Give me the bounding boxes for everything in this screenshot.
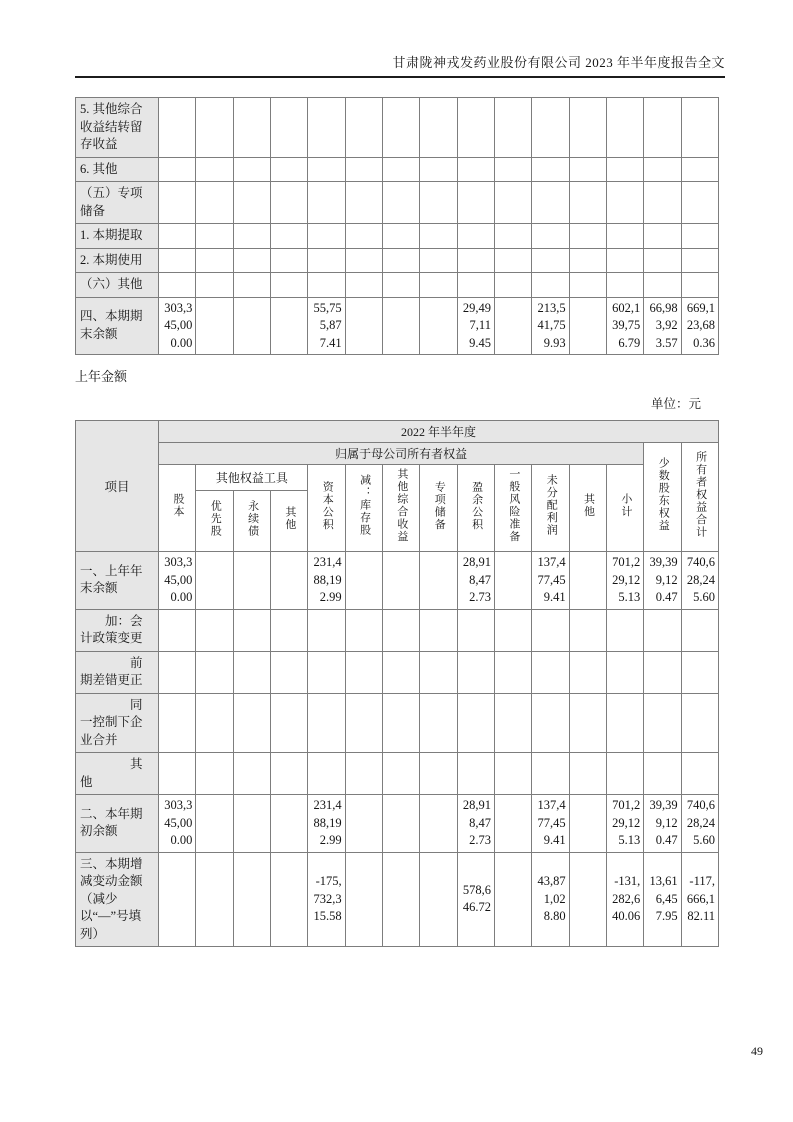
amount-cell — [196, 98, 233, 158]
col-head-total-equity-label: 所有者权益合计 — [694, 450, 707, 539]
amount-cell — [532, 753, 569, 795]
prior-year-equity-table — [75, 420, 719, 947]
unit-caption: 单位：元 — [650, 397, 701, 411]
amount-cell — [159, 852, 196, 947]
amount-cell — [345, 609, 382, 651]
amount-cell — [196, 852, 233, 947]
amount-cell: 602,139,756.79 — [606, 297, 643, 355]
row-label: 1. 本期提取 — [76, 224, 159, 249]
col-head-other-comprehensive-income — [382, 465, 419, 552]
amount-cell — [159, 273, 196, 298]
amount-cell — [644, 182, 681, 224]
row-label: （五）专项储备 — [76, 182, 159, 224]
amount-cell — [532, 224, 569, 249]
table-row — [76, 98, 719, 158]
amount-cell — [196, 552, 233, 610]
amount-cell — [681, 609, 718, 651]
amount-cell — [270, 552, 307, 610]
amount-cell — [159, 693, 196, 753]
col-head-general-risk-label: 一般风险准备 — [507, 468, 520, 543]
amount-cell — [196, 182, 233, 224]
bottom-table-body — [76, 552, 719, 947]
amount-cell — [420, 157, 457, 182]
amount-cell — [382, 795, 419, 853]
amount-cell — [606, 224, 643, 249]
amount-cell — [196, 795, 233, 853]
amount-cell — [382, 609, 419, 651]
col-head-preferred-shares-label: 优先股 — [209, 499, 222, 538]
table-row — [76, 693, 719, 753]
amount-cell — [382, 297, 419, 355]
amount-cell — [159, 651, 196, 693]
amount-cell — [345, 693, 382, 753]
amount-cell: 28,918,472.73 — [457, 795, 494, 853]
amount-cell — [159, 753, 196, 795]
amount-cell — [457, 753, 494, 795]
amount-cell — [308, 98, 345, 158]
amount-cell — [606, 651, 643, 693]
amount-cell — [345, 552, 382, 610]
amount-cell — [644, 651, 681, 693]
col-head-general-risk-reserve — [494, 465, 531, 552]
amount-cell — [681, 157, 718, 182]
amount-cell: 669,123,680.36 — [681, 297, 718, 355]
header-row-parent-group — [76, 443, 719, 465]
amount-cell — [532, 273, 569, 298]
amount-cell — [681, 693, 718, 753]
amount-cell: -117,666,182.11 — [681, 852, 718, 947]
page-number: 49 — [751, 1044, 763, 1058]
amount-cell — [308, 157, 345, 182]
amount-cell — [270, 273, 307, 298]
amount-cell — [270, 157, 307, 182]
amount-cell — [233, 651, 270, 693]
row-label: 其他 — [76, 753, 159, 795]
amount-cell — [270, 248, 307, 273]
table-row — [76, 753, 719, 795]
amount-cell: 231,488,192.99 — [308, 795, 345, 853]
amount-cell — [532, 651, 569, 693]
col-head-capital-reserve — [308, 465, 345, 552]
amount-cell — [382, 552, 419, 610]
table-row — [76, 852, 719, 947]
table-row — [76, 224, 719, 249]
amount-cell — [569, 693, 606, 753]
amount-cell — [569, 651, 606, 693]
col-head-perpetual-bonds-label: 永续债 — [246, 499, 259, 538]
col-head-treasury-shares-label: 减：库存股 — [358, 474, 371, 537]
amount-cell — [233, 157, 270, 182]
col-head-surplus-reserve — [457, 465, 494, 552]
amount-cell — [233, 609, 270, 651]
amount-cell — [270, 651, 307, 693]
amount-cell — [233, 224, 270, 249]
col-head-special-reserve — [420, 465, 457, 552]
amount-cell — [382, 693, 419, 753]
col-head-total-equity — [681, 443, 718, 552]
amount-cell — [382, 273, 419, 298]
amount-cell — [345, 852, 382, 947]
col-head-perpetual-bonds — [233, 491, 270, 552]
amount-cell — [308, 248, 345, 273]
col-head-retained-earnings-label: 未分配利润 — [545, 474, 558, 537]
amount-cell — [606, 248, 643, 273]
amount-cell — [644, 693, 681, 753]
amount-cell: 13,616,457.95 — [644, 852, 681, 947]
col-head-share-capital-label: 股本 — [171, 493, 184, 518]
amount-cell — [382, 248, 419, 273]
amount-cell — [270, 852, 307, 947]
amount-cell — [196, 248, 233, 273]
amount-cell — [606, 182, 643, 224]
amount-cell — [233, 693, 270, 753]
row-label: （六）其他 — [76, 273, 159, 298]
amount-cell — [644, 273, 681, 298]
amount-cell — [681, 273, 718, 298]
col-head-subtotal-label: 小计 — [619, 493, 632, 518]
amount-cell — [345, 224, 382, 249]
amount-cell: 28,918,472.73 — [457, 552, 494, 610]
amount-cell — [644, 609, 681, 651]
amount-cell — [420, 651, 457, 693]
amount-cell — [345, 157, 382, 182]
amount-cell — [382, 224, 419, 249]
top-table-body — [76, 98, 719, 355]
amount-cell: 740,628,245.60 — [681, 795, 718, 853]
amount-cell — [196, 693, 233, 753]
amount-cell — [159, 248, 196, 273]
amount-cell: 578,646.72 — [457, 852, 494, 947]
amount-cell — [644, 98, 681, 158]
amount-cell — [233, 273, 270, 298]
amount-cell — [606, 609, 643, 651]
amount-cell — [494, 795, 531, 853]
col-head-minority-interest — [644, 443, 681, 552]
amount-cell — [270, 753, 307, 795]
amount-cell — [308, 753, 345, 795]
amount-cell — [233, 182, 270, 224]
row-label: 同一控制下企业合并 — [76, 693, 159, 753]
row-label: 加：会计政策变更 — [76, 609, 159, 651]
col-head-minority-interest-label: 少数股东权益 — [657, 457, 670, 532]
amount-cell: -131,282,640.06 — [606, 852, 643, 947]
amount-cell — [196, 273, 233, 298]
amount-cell — [569, 795, 606, 853]
amount-cell — [420, 753, 457, 795]
col-head-preferred-shares — [196, 491, 233, 552]
amount-cell: 137,477,459.41 — [532, 552, 569, 610]
amount-cell — [382, 753, 419, 795]
amount-cell: 43,871,028.80 — [532, 852, 569, 947]
amount-cell — [196, 651, 233, 693]
amount-cell — [457, 693, 494, 753]
amount-cell: 303,345,000.00 — [159, 795, 196, 853]
amount-cell — [457, 98, 494, 158]
amount-cell: 701,229,125.13 — [606, 795, 643, 853]
row-label: 三、本期增减变动金额（减少以“—”号填列） — [76, 852, 159, 947]
amount-cell — [532, 693, 569, 753]
col-head-subtotal — [606, 465, 643, 552]
amount-cell — [644, 753, 681, 795]
amount-cell — [532, 157, 569, 182]
amount-cell: 213,541,759.93 — [532, 297, 569, 355]
amount-cell — [569, 753, 606, 795]
amount-cell — [270, 795, 307, 853]
amount-cell — [457, 182, 494, 224]
col-head-oci-label: 其他综合收益 — [395, 468, 408, 543]
col-head-special-reserve-label: 专项储备 — [433, 480, 446, 531]
col-head-share-capital — [159, 465, 196, 552]
amount-cell: -175,732,315.58 — [308, 852, 345, 947]
amount-cell — [606, 693, 643, 753]
amount-cell — [606, 753, 643, 795]
amount-cell — [494, 248, 531, 273]
amount-cell — [196, 224, 233, 249]
amount-cell — [270, 297, 307, 355]
table-row — [76, 182, 719, 224]
table-row — [76, 273, 719, 298]
amount-cell — [569, 852, 606, 947]
amount-cell — [569, 224, 606, 249]
row-label: 5. 其他综合收益结转留存收益 — [76, 98, 159, 158]
amount-cell — [681, 651, 718, 693]
amount-cell — [681, 98, 718, 158]
amount-cell — [457, 224, 494, 249]
col-head-tools-other — [270, 491, 307, 552]
table-row — [76, 609, 719, 651]
row-label: 6. 其他 — [76, 157, 159, 182]
amount-cell — [196, 753, 233, 795]
table-row — [76, 157, 719, 182]
row-label: 二、本年期初余额 — [76, 795, 159, 853]
amount-cell: 303,345,000.00 — [159, 552, 196, 610]
amount-cell — [532, 609, 569, 651]
amount-cell — [681, 182, 718, 224]
amount-cell — [644, 248, 681, 273]
amount-cell — [345, 273, 382, 298]
amount-cell — [159, 98, 196, 158]
amount-cell — [233, 297, 270, 355]
table-row — [76, 248, 719, 273]
col-head-surplus-reserve-label: 盈余公积 — [470, 480, 483, 531]
amount-cell — [159, 182, 196, 224]
amount-cell — [196, 297, 233, 355]
col-head-other-equity-tools: 其他权益工具 — [196, 465, 308, 491]
amount-cell — [233, 98, 270, 158]
col-head-period: 2022 年半年度 — [159, 421, 719, 443]
amount-cell — [494, 273, 531, 298]
amount-cell — [345, 753, 382, 795]
amount-cell — [569, 273, 606, 298]
amount-cell — [644, 224, 681, 249]
amount-cell — [233, 552, 270, 610]
amount-cell — [457, 651, 494, 693]
col-head-item: 项目 — [76, 421, 159, 552]
amount-cell — [159, 609, 196, 651]
col-head-tools-other-label: 其他 — [283, 506, 296, 532]
amount-cell: 66,983,923.57 — [644, 297, 681, 355]
page-header-title: 甘肃陇神戎发药业股份有限公司 2023 年半年度报告全文 — [75, 52, 725, 78]
amount-cell — [420, 248, 457, 273]
amount-cell — [494, 693, 531, 753]
amount-cell — [569, 182, 606, 224]
amount-cell — [345, 182, 382, 224]
amount-cell — [494, 651, 531, 693]
amount-cell — [494, 609, 531, 651]
amount-cell — [457, 157, 494, 182]
prior-year-table-header — [76, 421, 719, 552]
amount-cell — [270, 98, 307, 158]
amount-cell — [569, 248, 606, 273]
amount-cell — [606, 98, 643, 158]
amount-cell — [494, 182, 531, 224]
amount-cell — [606, 273, 643, 298]
amount-cell — [569, 609, 606, 651]
amount-cell: 231,488,192.99 — [308, 552, 345, 610]
prior-year-amount-caption: 上年金额 — [75, 369, 128, 384]
amount-cell — [345, 795, 382, 853]
amount-cell — [233, 753, 270, 795]
amount-cell — [196, 609, 233, 651]
amount-cell — [345, 297, 382, 355]
amount-cell — [270, 182, 307, 224]
table-row — [76, 297, 719, 355]
amount-cell — [532, 248, 569, 273]
amount-cell — [382, 98, 419, 158]
current-period-equity-table-continued — [75, 97, 719, 355]
amount-cell — [606, 157, 643, 182]
amount-cell — [569, 297, 606, 355]
amount-cell — [532, 98, 569, 158]
row-label: 2. 本期使用 — [76, 248, 159, 273]
amount-cell — [420, 852, 457, 947]
amount-cell — [308, 273, 345, 298]
amount-cell: 39,399,120.47 — [644, 552, 681, 610]
amount-cell: 55,755,877.41 — [308, 297, 345, 355]
amount-cell — [382, 852, 419, 947]
table-row — [76, 651, 719, 693]
amount-cell — [494, 157, 531, 182]
amount-cell — [345, 651, 382, 693]
col-head-other — [569, 465, 606, 552]
amount-cell — [196, 157, 233, 182]
row-label: 一、上年年末余额 — [76, 552, 159, 610]
amount-cell — [457, 609, 494, 651]
amount-cell — [159, 224, 196, 249]
amount-cell — [233, 795, 270, 853]
amount-cell — [270, 609, 307, 651]
header-row-period — [76, 421, 719, 443]
row-label: 前期差错更正 — [76, 651, 159, 693]
amount-cell: 303,345,000.00 — [159, 297, 196, 355]
amount-cell — [308, 609, 345, 651]
row-label: 四、本期期末余额 — [76, 297, 159, 355]
amount-cell — [494, 753, 531, 795]
amount-cell — [233, 852, 270, 947]
col-head-parent-equity: 归属于母公司所有者权益 — [159, 443, 644, 465]
amount-cell — [420, 273, 457, 298]
amount-cell — [681, 753, 718, 795]
amount-cell — [420, 224, 457, 249]
amount-cell — [494, 297, 531, 355]
amount-cell — [382, 182, 419, 224]
header-row-groups — [76, 465, 719, 491]
amount-cell — [270, 693, 307, 753]
amount-cell — [308, 693, 345, 753]
amount-cell — [494, 552, 531, 610]
col-head-capital-reserve-label: 资本公积 — [321, 480, 334, 531]
amount-cell — [420, 693, 457, 753]
amount-cell: 740,628,245.60 — [681, 552, 718, 610]
amount-cell — [233, 248, 270, 273]
amount-cell — [308, 651, 345, 693]
amount-cell — [569, 157, 606, 182]
amount-cell — [532, 182, 569, 224]
amount-cell — [569, 552, 606, 610]
col-head-other-label: 其他 — [582, 493, 595, 518]
col-head-treasury-shares — [345, 465, 382, 552]
amount-cell — [159, 157, 196, 182]
table-row — [76, 552, 719, 610]
amount-cell — [382, 157, 419, 182]
amount-cell — [345, 248, 382, 273]
amount-cell — [457, 273, 494, 298]
amount-cell: 701,229,125.13 — [606, 552, 643, 610]
amount-cell — [270, 224, 307, 249]
amount-cell — [382, 651, 419, 693]
page-content — [75, 0, 725, 947]
amount-cell — [457, 248, 494, 273]
amount-cell: 39,399,120.47 — [644, 795, 681, 853]
amount-cell — [644, 157, 681, 182]
amount-cell — [494, 852, 531, 947]
amount-cell: 29,497,119.45 — [457, 297, 494, 355]
amount-cell — [308, 182, 345, 224]
amount-cell — [420, 552, 457, 610]
amount-cell — [345, 98, 382, 158]
amount-cell — [420, 297, 457, 355]
amount-cell — [681, 224, 718, 249]
amount-cell — [420, 182, 457, 224]
amount-cell — [494, 98, 531, 158]
col-head-retained-earnings — [532, 465, 569, 552]
amount-cell — [420, 609, 457, 651]
amount-cell — [420, 98, 457, 158]
amount-cell — [494, 224, 531, 249]
amount-cell — [308, 224, 345, 249]
amount-cell — [420, 795, 457, 853]
amount-cell: 137,477,459.41 — [532, 795, 569, 853]
amount-cell — [569, 98, 606, 158]
table-row — [76, 795, 719, 853]
amount-cell — [681, 248, 718, 273]
